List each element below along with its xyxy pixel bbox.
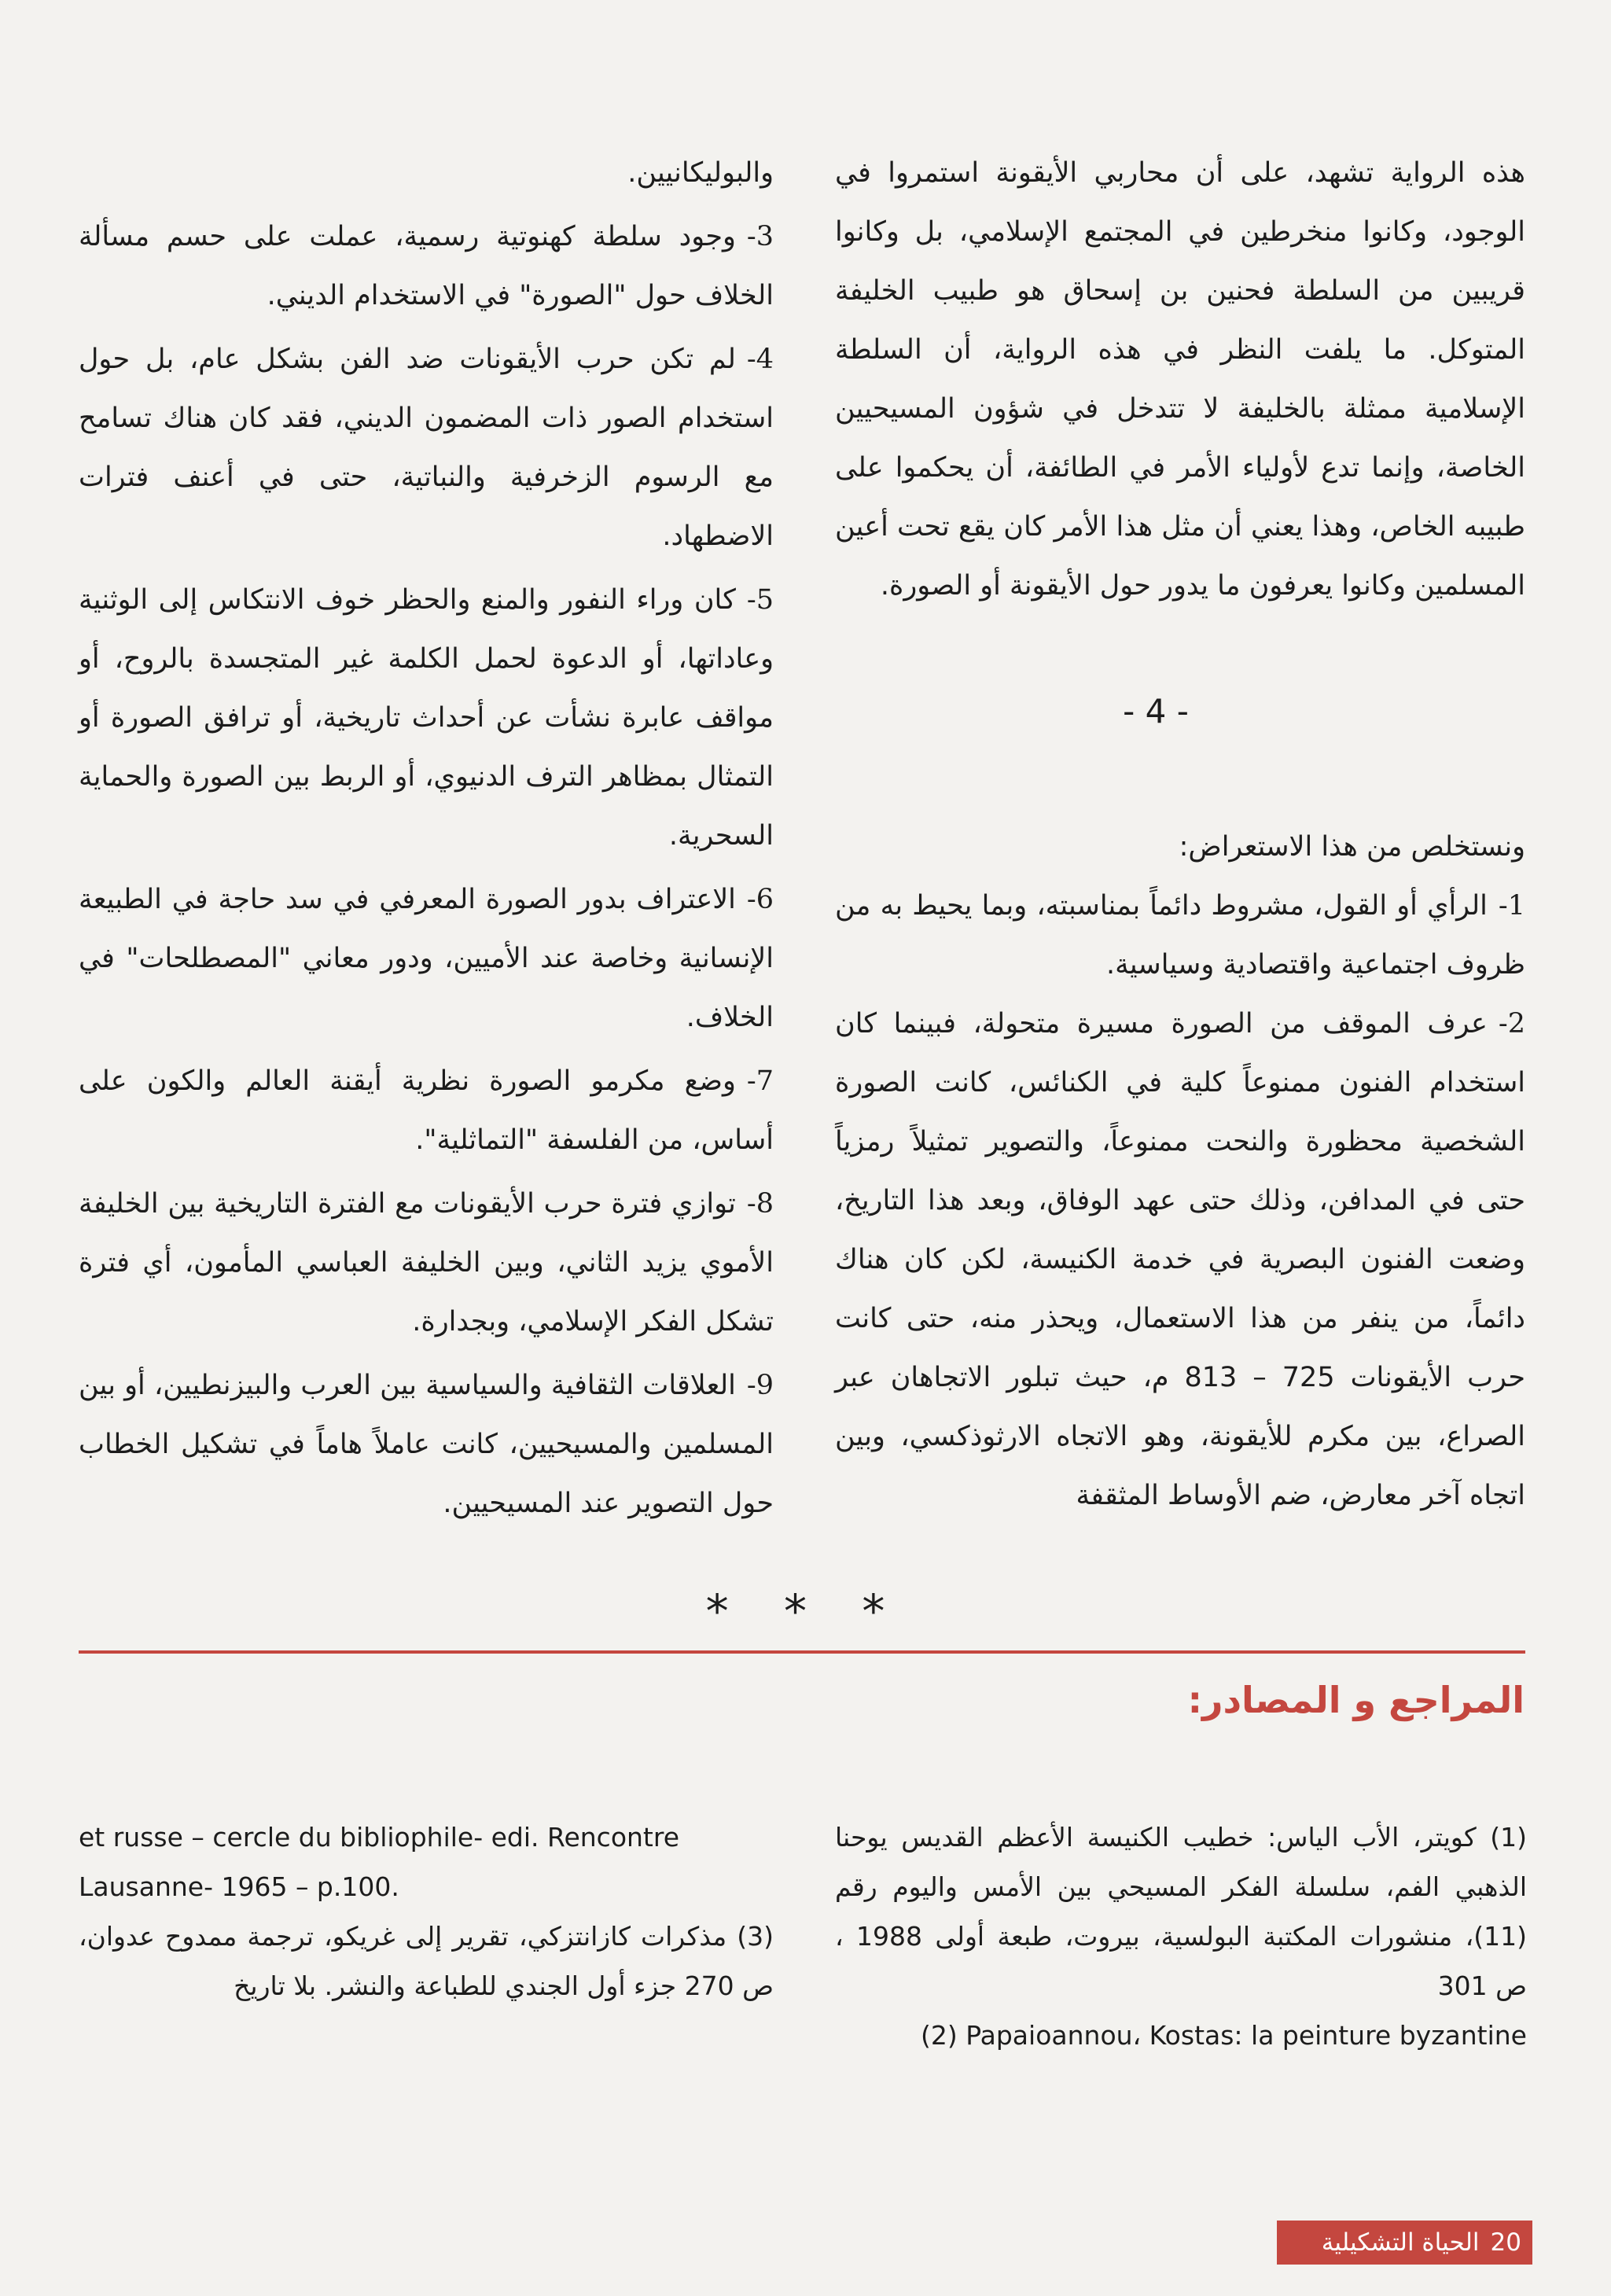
- reference-item: et russe – cercle du bibliophile- edi. Rencontre Lausanne- 1965 – p.100.: [79, 1822, 680, 1902]
- right-column-lower: [835, 818, 1525, 1525]
- list-item: [835, 995, 1525, 1525]
- item-text: وجود سلطة كهنوتية رسمية، عملت على حسم مسألة الخلاف حول "الصورة" في الاستخدام الديني.: [79, 221, 774, 311]
- section-divider-stars: * * *: [705, 1584, 906, 1638]
- list-item: [79, 571, 774, 866]
- item-number: 9-: [746, 1370, 774, 1401]
- item-text: العلاقات الثقافية والسياسية بين العرب والبيزنطيين، أو بين المسلمين والمسيحيين، كانت عاملاً هاماً في تشكيل الخطاب حول التصوير عند المسيحيين.: [79, 1370, 774, 1519]
- list-item: [79, 1356, 774, 1533]
- item-number: 6-: [746, 884, 774, 915]
- list-item: [79, 1052, 774, 1170]
- left-column: [79, 144, 774, 1538]
- footer-bar: [1277, 2221, 1532, 2265]
- continuation-line: والبوليكانيين.: [627, 157, 774, 189]
- item-number: 2-: [1498, 1008, 1525, 1039]
- item-text: الرأي أو القول، مشروط دائماً بمناسبته، وبما يحيط به من ظروف اجتماعية واقتصادية وسياسية.: [835, 890, 1525, 981]
- item-text: وضع مكرمو الصورة نظرية أيقنة العالم والكون على أساس، من الفلسفة "التماثلية".: [79, 1065, 774, 1156]
- item-text: توازي فترة حرب الأيقونات مع الفترة التاريخية بين الخليفة الأموي يزيد الثاني، وبين الخليفة العباسي المأمون، أي فترة تشكل الفكر الإسلامي، وبجدارة.: [79, 1188, 774, 1337]
- list-item: [79, 330, 774, 566]
- reference-item: (1) كويتر، الأب الياس: خطيب الكنيسة الأعظم القديس يوحنا الذهبي الفم، سلسلة الفكر المسيحي بين الأمس واليوم رقم (11)، منشورات المكتبة البولسية، بيروت، طبعة أولى 1988 ، ص 301: [835, 1822, 1527, 2001]
- reference-item: (3) مذكرات كازانتزكي، تقرير إلى غريكو، ترجمة ممدوح عدوان، ص 270 جزء أول الجندي للطباعة والنشر. بلا تاريخ: [79, 1921, 774, 2001]
- item-text: الاعتراف بدور الصورة المعرفي في سد حاجة في الطبيعة الإنسانية وخاصة عند الأميين، ودور معاني "المصطلحات" في الخلاف.: [79, 884, 774, 1033]
- item-number: 8-: [746, 1188, 774, 1220]
- intro-line: ونستخلص من هذا الاستعراض:: [1179, 831, 1525, 863]
- item-text: عرف الموقف من الصورة مسيرة متحولة، فبينما كان استخدام الفنون ممنوعاً كلية في الكنائس، كانت الصورة الشخصية محظورة والنحت ممنوعاً، والتصوير تمثيلاً رمزياً حتى في المدافن، وذلك حتى عهد الوفاق، وبعد هذا التاريخ، وضعت الفنون البصرية في خدمة الكنيسة، لكن كان هناك دائماً، من ينفر من هذا الاستعمال، ويحذر منه، حتى كانت حرب الأيقونات 725 – 813 م، حيث تبلور الاتجاهان عبر الصراع، بين مكرم للأيقونة، وهو الاتجاه الارثوذكسي، وبين اتجاه آخر معارض، ضم الأوساط المثقفة: [835, 1008, 1525, 1511]
- list-item: [79, 208, 774, 326]
- references-right-column: [835, 1812, 1527, 2060]
- item-text: لم تكن حرب الأيقونات ضد الفن بشكل عام، بل حول استخدام الصور ذات المضمون الديني، فقد كان هناك تسامح مع الرسوم الزخرفية والنباتية، حتى في أعنف فترات الاضطهاد.: [79, 344, 774, 552]
- magazine-name: الحياة التشكيلية: [1321, 2228, 1480, 2257]
- item-number: 5-: [746, 584, 774, 616]
- references-left-column: [79, 1812, 774, 2011]
- list-item: [79, 870, 774, 1047]
- item-number: 3-: [746, 221, 774, 252]
- paragraph: هذه الرواية تشهد، على أن محاربي الأيقونة استمروا في الوجود، وكانوا منخرطين في المجتمع الإسلامي، بل وكانوا قريبين من السلطة فحنين بن إسحاق هو طبيب الخليفة المتوكل. ما يلفت النظر في هذه الرواية، أن السلطة الإسلامية ممثلة بالخليفة لا تتدخل في شؤون المسيحيين الخاصة، وإنما تدع لأولياء الأمر في الطائفة، أن يحكموا على طبيبه الخاص، وهذا يعني أن مثل هذا الأمر كان يقع تحت أعين المسلمين وكانوا يعرفون ما يدور حول الأيقونة أو الصورة.: [835, 157, 1525, 602]
- item-number: 4-: [746, 344, 774, 375]
- item-number: 7-: [746, 1065, 774, 1097]
- item-number: 1-: [1498, 890, 1525, 922]
- section-marker: - 4 -: [1123, 692, 1189, 730]
- list-item: [835, 877, 1525, 995]
- divider-rule: [79, 1650, 1525, 1654]
- page-number: 20: [1490, 2228, 1521, 2257]
- references-title: المراجع و المصادر:: [1187, 1679, 1525, 1721]
- reference-item: (2) Papaioannou، Kostas: la peinture byzantine: [920, 2020, 1527, 2051]
- list-item: [79, 1175, 774, 1352]
- item-text: كان وراء النفور والمنع والحظر خوف الانتكاس إلى الوثنية وعاداتها، أو الدعوة لحمل الكلمة غير المتجسدة بالروح، أو مواقف عابرة نشأت عن أحداث تاريخية، أو ترافق الصورة أو التمثال بمظاهر الترف الدنيوي، أو الربط بين الصورة والحماية السحرية.: [79, 584, 774, 852]
- right-column: [835, 144, 1525, 616]
